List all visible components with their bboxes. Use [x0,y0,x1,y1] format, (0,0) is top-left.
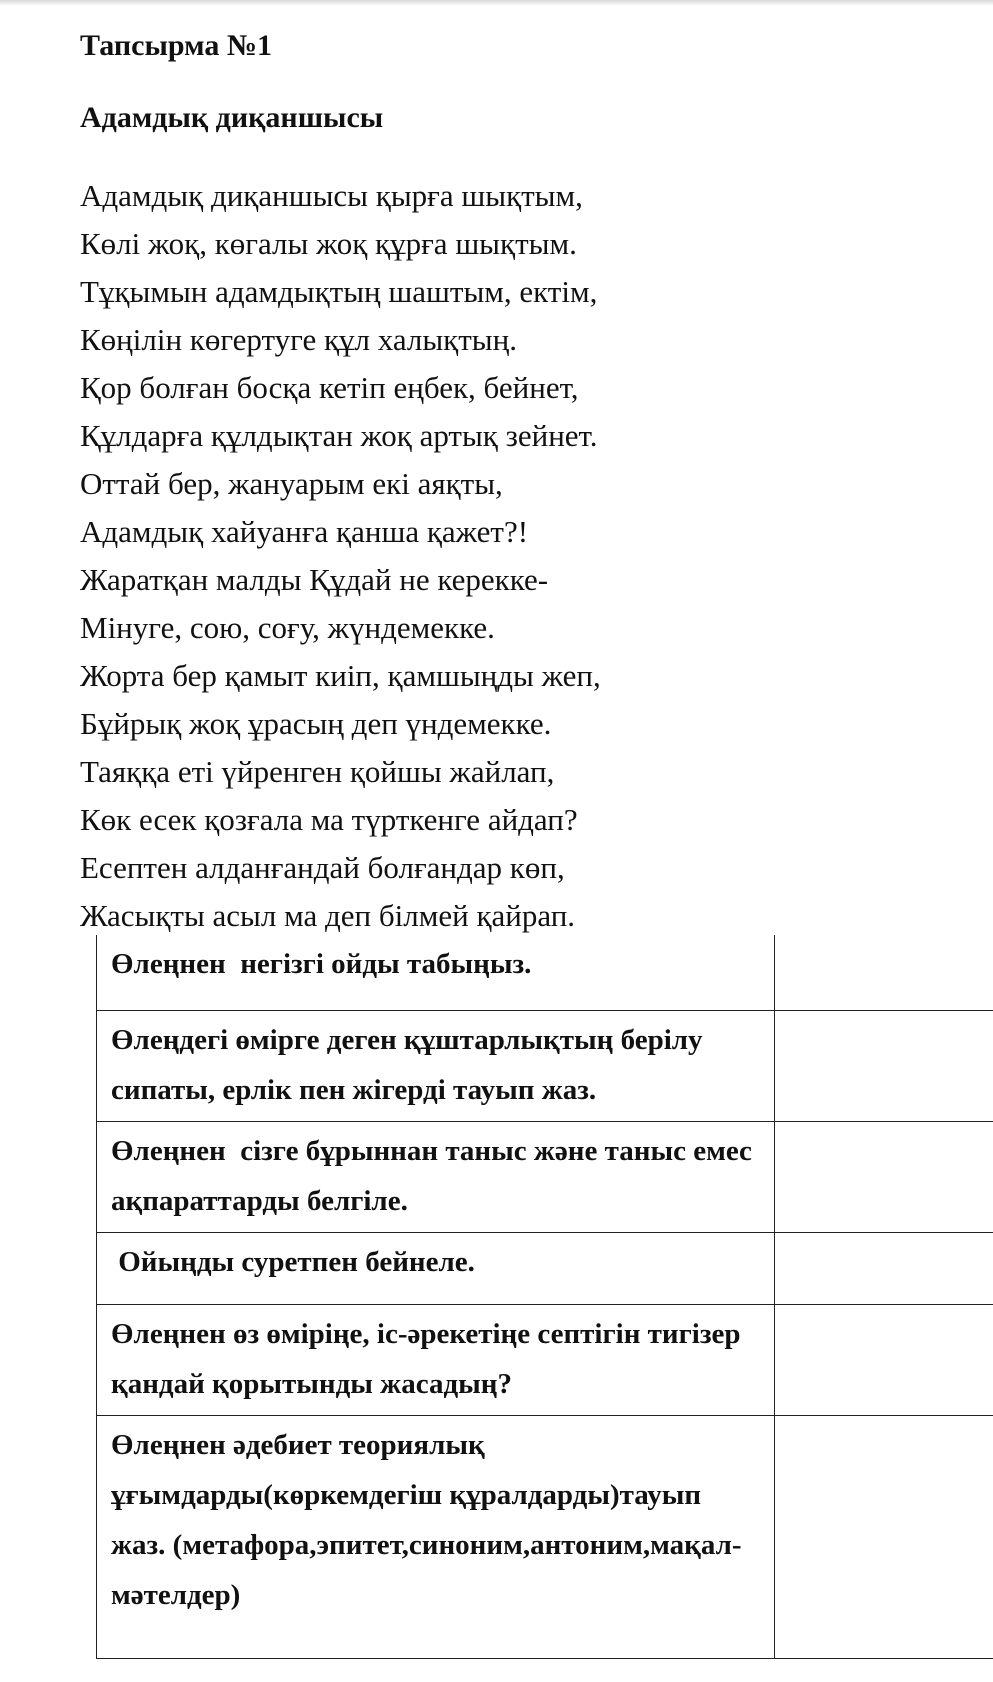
question-text: Өлеңнен сізге бұрыннан таныс және таныс емес ақпараттарды белгіле. [111,1134,760,1217]
question-text: Ойыңды суретпен бейнеле. [111,1245,475,1278]
question-cell [97,1121,775,1232]
question-cell [97,1232,775,1304]
poem-title: Адамдық диқаншысы [80,101,384,134]
answer-cell[interactable] [775,1415,993,1658]
answer-cell[interactable] [775,1010,993,1121]
poem-text [80,172,601,940]
poem-line: Есептен алданғандай болғандар көп, [80,850,565,885]
poem-line: Тұқымын адамдықтың шаштым, ектім, [80,274,598,309]
question-cell [97,1415,775,1658]
question-text: Өлеңнен әдебиет теориялық ұғымдарды(көркемдегіш құралдарды)тауып жаз. (метафора,эпитет,синоним,антоним,мақал-мәтелдер) [111,1428,742,1611]
question-cell [97,1304,775,1415]
poem-line: Жасықты асыл ма деп білмей қайрап. [80,898,576,933]
task-title: Тапсырма №1 [80,29,272,62]
poem-line: Таяққа еті үйренген қойшы жайлап, [80,754,555,789]
poem-line: Құлдарға құлдықтан жоқ артық зейнет. [80,418,598,453]
table-row [97,1121,993,1232]
poem-line: Көңілін көгертуге құл халықтың. [80,322,517,357]
poem-line: Жорта бер қамыт киіп, қамшыңды жеп, [80,658,601,693]
page-top-edge [0,0,993,6]
poem-line: Оттай бер, жануарым екі аяқты, [80,466,503,501]
poem-line: Адамдық диқаншысы қырға шықтым, [80,178,583,213]
poem-line: Көк есек қозғала ма түрткенге айдап? [80,802,578,837]
question-text: Өлеңнен өз өміріңе, іс-әрекетіңе септігін тигізер қандай қорытынды жасадың? [111,1317,748,1400]
poem-line: Адамдық хайуанға қанша қажет?! [80,514,529,549]
poem-line: Қор болған босқа кетіп еңбек, бейнет, [80,370,579,405]
answer-cell[interactable] [775,1121,993,1232]
answer-cell[interactable] [775,1304,993,1415]
poem-line: Жаратқан малды Құдай не керекке- [80,562,549,597]
poem-line: Бұйрық жоқ ұрасың деп үндемекке. [80,706,552,741]
table-row [97,935,993,1010]
table-row [97,1232,993,1304]
question-text: Өлеңдегі өмірге деген құштарлықтың берілу сипаты, ерлік пен жігерді тауып жаз. [111,1023,710,1106]
question-text: Өлеңнен негізгі ойды табыңыз. [111,948,532,980]
task-table [96,935,993,1659]
poem-line: Көлі жоқ, көгалы жоқ құрға шықтым. [80,226,577,261]
question-cell [97,1010,775,1121]
question-cell [97,935,775,1010]
table-row [97,1415,993,1658]
table-row [97,1304,993,1415]
poem-line: Мінуге, сою, соғу, жүндемекке. [80,610,495,645]
answer-cell[interactable] [775,1232,993,1304]
table-row [97,1010,993,1121]
answer-cell[interactable] [775,935,993,1010]
